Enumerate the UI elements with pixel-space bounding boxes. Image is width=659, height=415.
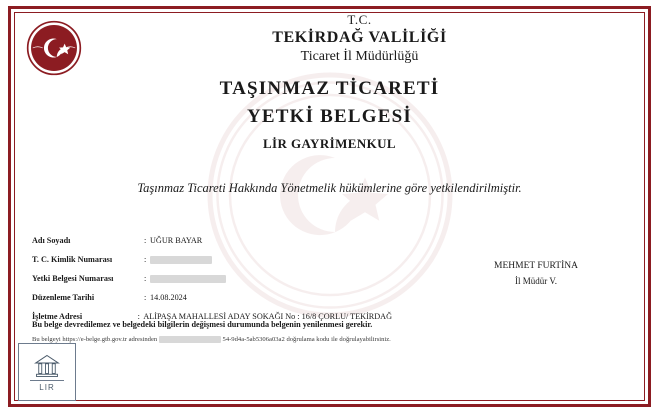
header-department: Ticaret İl Müdürlüğü: [300, 49, 419, 65]
field-label: Adı Soyadı: [32, 236, 71, 245]
logo-label: LIR: [39, 382, 55, 392]
page-title-line-2: YETKİ BELGESİ: [246, 105, 413, 127]
table-row: [32, 293, 392, 303]
field-separator: :: [144, 236, 147, 245]
field-label: Yetki Belgesi Numarası: [32, 274, 114, 283]
field-value: 14.08.2024: [150, 293, 187, 302]
field-separator: :: [137, 312, 140, 321]
page-title-line-1: TAŞINMAZ TİCARETİ: [219, 78, 440, 99]
verification-code-suffix: 54-9d4a-5ab5306a03a2: [222, 336, 285, 344]
logo-divider: [30, 380, 64, 381]
verification-suffix: doğrulama kodu ile doğrulayabilirsiniz.: [286, 336, 391, 344]
field-separator: :: [144, 255, 147, 264]
field-label: Düzenleme Tarihi: [32, 293, 95, 302]
verification-line: [32, 336, 502, 343]
field-value-redacted: [150, 274, 392, 283]
document-border: [8, 6, 651, 407]
signature-block: [461, 258, 611, 289]
redaction-bar: [150, 256, 212, 264]
field-separator: :: [144, 274, 147, 283]
field-value-redacted: [150, 255, 392, 264]
field-label: İşletme Adresi: [32, 312, 83, 321]
field-separator: :: [144, 293, 147, 302]
field-label: T. C. Kimlik Numarası: [32, 255, 113, 264]
redaction-bar: [159, 336, 221, 343]
table-row: [32, 274, 392, 284]
page-title: [0, 75, 659, 130]
signatory-title: İl Müdür V.: [515, 276, 557, 287]
field-value: UĞUR BAYAR: [150, 236, 203, 245]
redaction-bar: [150, 275, 226, 283]
transfer-note: Bu belge devredilemez ve belgedeki bilgilerin değişmesi durumunda belgenin yenilenmesi gerekir.: [32, 320, 373, 329]
table-row: [32, 236, 392, 246]
verification-prefix: Bu belgeyi https://e-belge.gtb.gov.tr adresinden: [32, 336, 158, 344]
authorization-statement: Taşınmaz Ticareti Hakkında Yönetmelik hükümlerine göre yetkilendirilmiştir.: [137, 181, 522, 195]
document-header: [100, 12, 619, 66]
field-list: [32, 236, 392, 331]
turkish-state-emblem-icon: [26, 20, 82, 76]
field-value: ALİPAŞA MAHALLESİ ADAY SOKAĞI No : 16/8 ÇORLU/ TEKİRDAĞ: [143, 312, 392, 321]
building-icon: [32, 353, 62, 379]
company-logo: [18, 343, 76, 401]
table-row: [32, 255, 392, 265]
header-province: TEKİRDAĞ VALİLİĞİ: [272, 29, 447, 47]
company-name: LİR GAYRİMENKUL: [262, 136, 396, 151]
signatory-name: MEHMET FURTİNA: [494, 261, 578, 271]
header-republic: T.C.: [347, 12, 372, 27]
